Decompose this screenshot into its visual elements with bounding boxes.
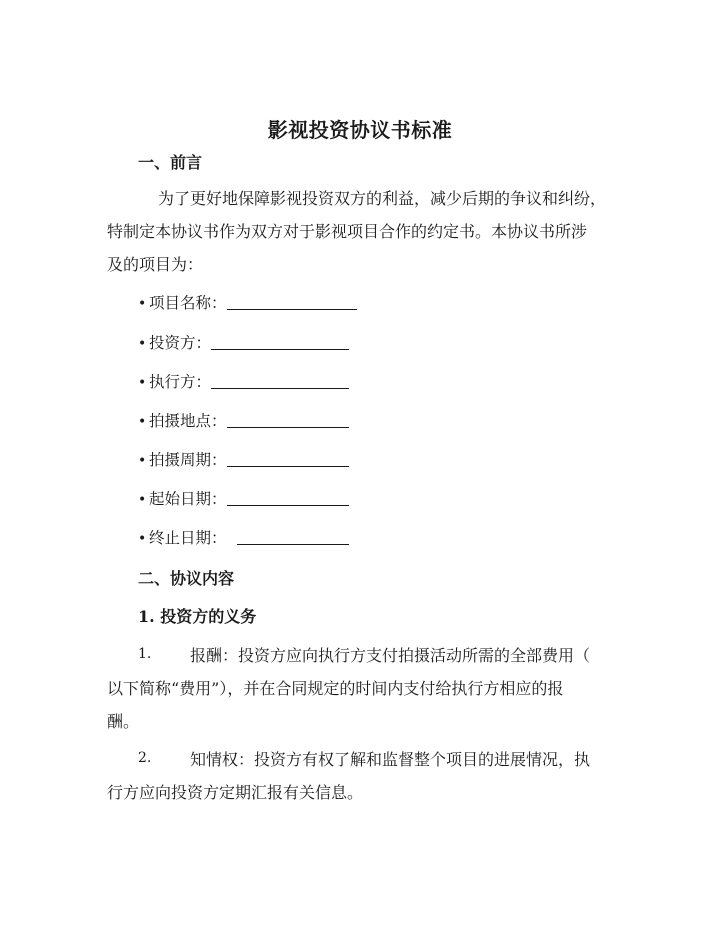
bullet-icon: •: [138, 492, 147, 508]
fill-in-blank: [211, 334, 349, 350]
item1-line-3: 酬。: [107, 712, 140, 731]
bullet-icon: •: [138, 531, 147, 547]
field-label: 拍摄地点：: [149, 412, 227, 430]
field-label: 拍摄周期：: [149, 451, 227, 469]
item2-line-2: 行方应向投资方定期汇报有关信息。: [107, 783, 364, 802]
bullet-icon: •: [138, 336, 147, 352]
field-label: 执行方：: [149, 373, 212, 391]
section-heading-agreement: 二、协议内容: [138, 569, 235, 588]
fill-in-blank: [237, 529, 349, 545]
field-label: 起始日期：: [149, 490, 227, 508]
field-label: 项目名称：: [149, 294, 227, 312]
field-investor: [138, 331, 349, 353]
bullet-icon: •: [138, 453, 147, 469]
field-end-date: [138, 526, 349, 548]
bullet-icon: •: [138, 296, 147, 312]
field-project-name: [138, 291, 357, 313]
intro-line-2: 特制定本协议书作为双方对于影视项目合作的约定书。本协议书所涉: [107, 222, 588, 241]
item-number: 2.: [138, 750, 152, 766]
field-executor: [138, 370, 349, 392]
field-location: [138, 409, 349, 431]
field-label: 投资方：: [149, 334, 212, 352]
intro-line-1: 为了更好地保障影视投资双方的利益，减少后期的争议和纠纷，: [158, 189, 607, 208]
item1-line-1: 报酬：投资方应向执行方支付拍摄活动所需的全部费用（: [190, 646, 591, 665]
field-start-date: [138, 487, 349, 509]
fill-in-blank: [227, 412, 349, 428]
field-shooting-period: [138, 448, 349, 470]
item2-line-1: 知情权：投资方有权了解和监督整个项目的进展情况，执: [190, 750, 591, 769]
fill-in-blank: [227, 294, 357, 310]
fill-in-blank: [227, 451, 349, 467]
item1-line-2: 以下简称“费用”），并在合同规定的时间内支付给执行方相应的报: [107, 679, 564, 698]
field-label: 终止日期：: [149, 529, 227, 547]
item-number: 1.: [138, 646, 152, 662]
fill-in-blank: [227, 490, 349, 506]
document-title: 影视投资协议书标准: [267, 118, 453, 142]
fill-in-blank: [211, 373, 349, 389]
intro-line-3: 及的项目为：: [107, 255, 204, 274]
bullet-icon: •: [138, 414, 147, 430]
bullet-icon: •: [138, 375, 147, 391]
section-heading-preface: 一、前言: [138, 153, 203, 172]
subheading-investor-obligations: 1. 投资方的义务: [138, 607, 257, 626]
